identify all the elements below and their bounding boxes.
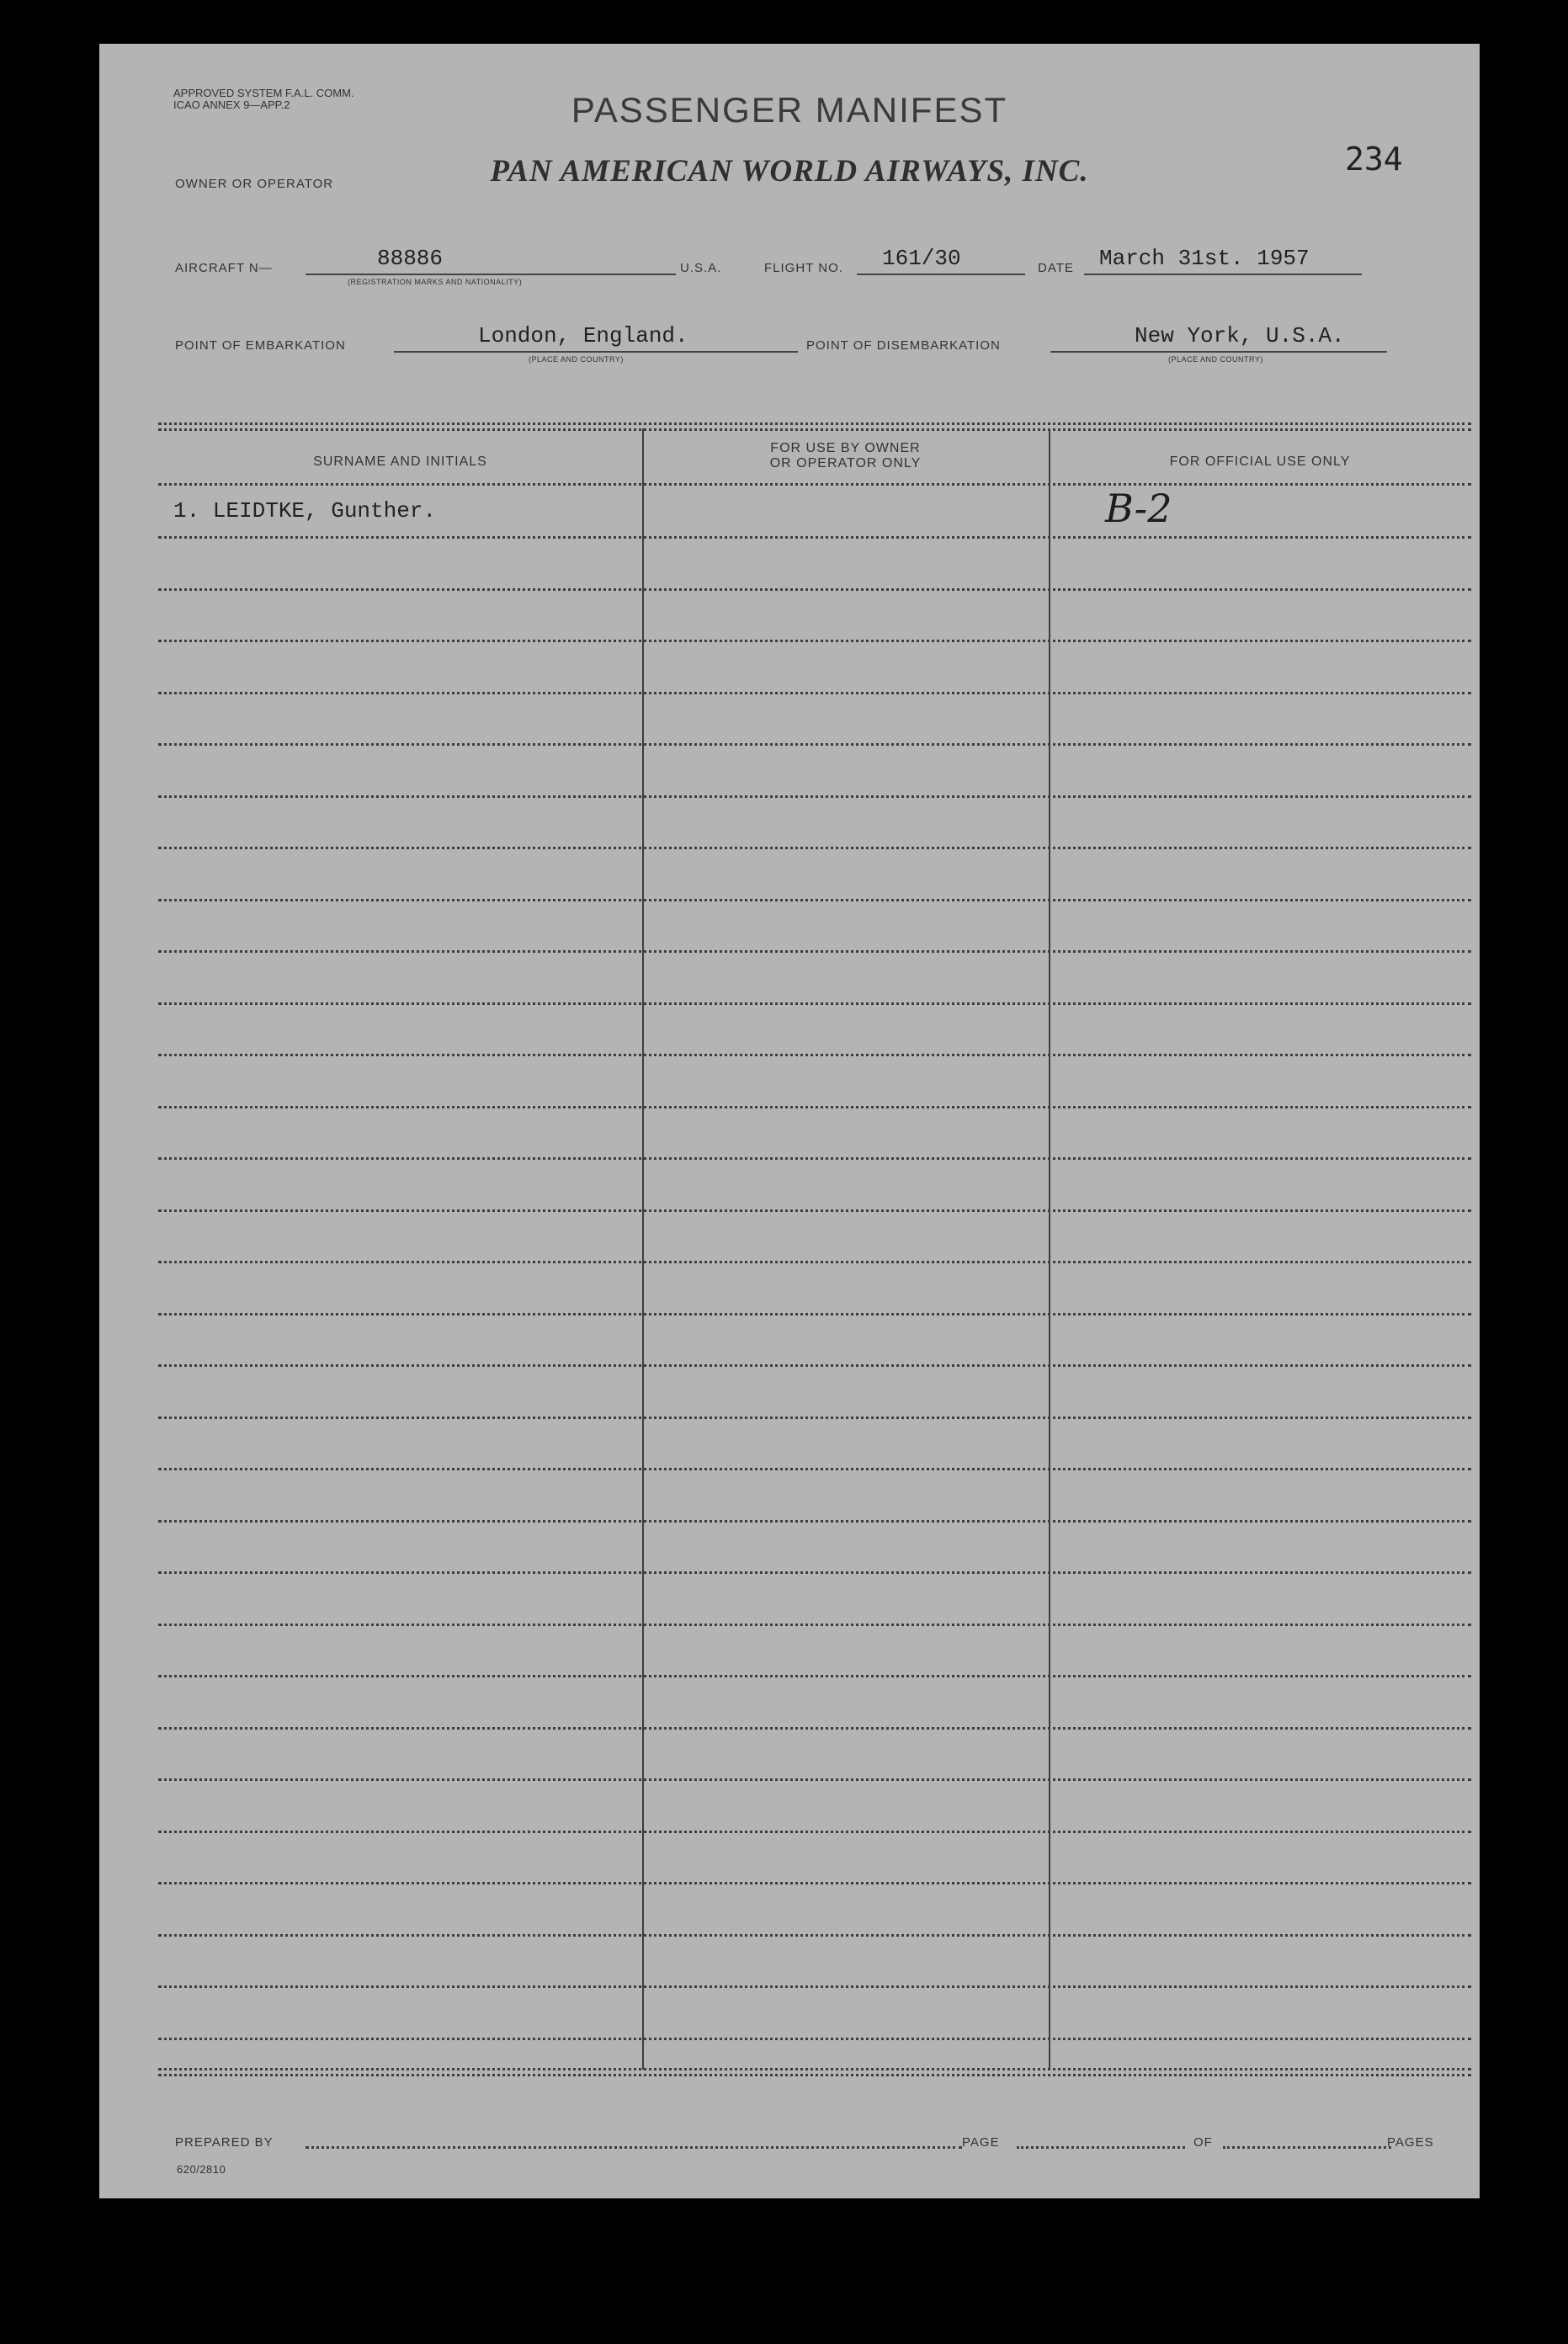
row-rule bbox=[158, 1934, 1471, 1937]
aircraft-label: AIRCRAFT N— bbox=[175, 261, 273, 275]
page-line bbox=[1017, 2146, 1185, 2149]
row-rule bbox=[158, 1157, 1471, 1160]
row-rule bbox=[158, 1209, 1471, 1212]
flight-underline bbox=[857, 274, 1025, 275]
aircraft-value: 88886 bbox=[377, 246, 444, 271]
row-rule bbox=[158, 1261, 1471, 1263]
embarkation-value: London, England. bbox=[478, 323, 688, 348]
prepared-by-label: PREPARED BY bbox=[175, 2135, 274, 2150]
col-surname-header: SURNAME AND INITIALS bbox=[313, 454, 487, 469]
disembarkation-value: New York, U.S.A. bbox=[1135, 323, 1345, 348]
disembarkation-caption: (PLACE AND COUNTRY) bbox=[1168, 355, 1263, 364]
airline-name: PAN AMERICAN WORLD AIRWAYS, INC. bbox=[490, 154, 1089, 189]
flight-value: 161/30 bbox=[882, 246, 961, 271]
row-rule bbox=[158, 692, 1471, 694]
row-rule bbox=[158, 1313, 1471, 1316]
usa-label: U.S.A. bbox=[680, 261, 722, 275]
row-rule bbox=[158, 950, 1471, 953]
embarkation-underline bbox=[394, 351, 798, 353]
table-top-rule bbox=[158, 423, 1471, 425]
embarkation-caption: (PLACE AND COUNTRY) bbox=[529, 355, 624, 364]
owner-label: OWNER OR OPERATOR bbox=[175, 177, 334, 191]
row-rule bbox=[158, 1831, 1471, 1833]
col-official-header: FOR OFFICIAL USE ONLY bbox=[1169, 454, 1351, 469]
row-rule bbox=[158, 1468, 1471, 1470]
row-rule bbox=[158, 847, 1471, 849]
disembarkation-underline bbox=[1050, 351, 1387, 353]
table-bottom-rule-2 bbox=[158, 2074, 1471, 2076]
date-value: March 31st. 1957 bbox=[1099, 246, 1310, 271]
aircraft-caption: (REGISTRATION MARKS AND NATIONALITY) bbox=[348, 278, 523, 286]
row-rule bbox=[158, 743, 1471, 746]
header-bottom-rule bbox=[158, 483, 1471, 486]
table-bottom-rule bbox=[158, 2068, 1471, 2070]
date-label: DATE bbox=[1038, 261, 1074, 275]
column-divider-2 bbox=[1049, 428, 1050, 2070]
embarkation-label: POINT OF EMBARKATION bbox=[175, 338, 346, 353]
row-rule bbox=[158, 795, 1471, 798]
form-code: 620/2810 bbox=[177, 2163, 226, 2176]
page-label: PAGE bbox=[962, 2135, 1000, 2150]
aircraft-underline bbox=[306, 274, 676, 275]
of-label: OF bbox=[1193, 2135, 1213, 2150]
row-rule bbox=[158, 899, 1471, 901]
row-rule bbox=[158, 1727, 1471, 1730]
col-owner-header-line1: FOR USE BY OWNER bbox=[770, 441, 921, 455]
row-rule bbox=[158, 588, 1471, 591]
date-underline bbox=[1084, 274, 1362, 275]
row-rule bbox=[158, 1624, 1471, 1626]
approval-note: APPROVED SYSTEM F.A.L. COMM. ICAO ANNEX 9—APP.2 bbox=[173, 87, 354, 111]
row-rule bbox=[158, 1106, 1471, 1108]
column-divider-1 bbox=[642, 428, 644, 2070]
prepared-by-line bbox=[306, 2146, 962, 2149]
row-rule bbox=[158, 1985, 1471, 1988]
page-number: 234 bbox=[1345, 141, 1403, 178]
row-rule bbox=[158, 536, 1471, 539]
col-owner-header-line2: OR OPERATOR ONLY bbox=[769, 456, 922, 470]
row-rule bbox=[158, 1364, 1471, 1367]
pages-label: PAGES bbox=[1387, 2135, 1434, 2150]
official-classification: B-2 bbox=[1105, 486, 1172, 531]
document-title: PASSENGER MANIFEST bbox=[571, 90, 1008, 130]
manifest-page bbox=[99, 44, 1480, 2198]
disembarkation-label: POINT OF DISEMBARKATION bbox=[806, 338, 1001, 353]
row-rule bbox=[158, 1416, 1471, 1419]
row-rule bbox=[158, 1520, 1471, 1523]
row-rule bbox=[158, 1054, 1471, 1056]
row-rule bbox=[158, 1882, 1471, 1884]
flight-label: FLIGHT NO. bbox=[764, 261, 843, 275]
row-rule bbox=[158, 1002, 1471, 1005]
row-rule bbox=[158, 640, 1471, 642]
table-top-rule-2 bbox=[158, 428, 1471, 431]
of-line bbox=[1223, 2146, 1391, 2149]
row-rule bbox=[158, 1571, 1471, 1574]
row-rule bbox=[158, 1778, 1471, 1781]
passenger-name: 1. LEIDTKE, Gunther. bbox=[173, 498, 437, 524]
row-rule bbox=[158, 1675, 1471, 1677]
row-rule bbox=[158, 2038, 1471, 2040]
col-owner-header bbox=[642, 441, 1049, 471]
